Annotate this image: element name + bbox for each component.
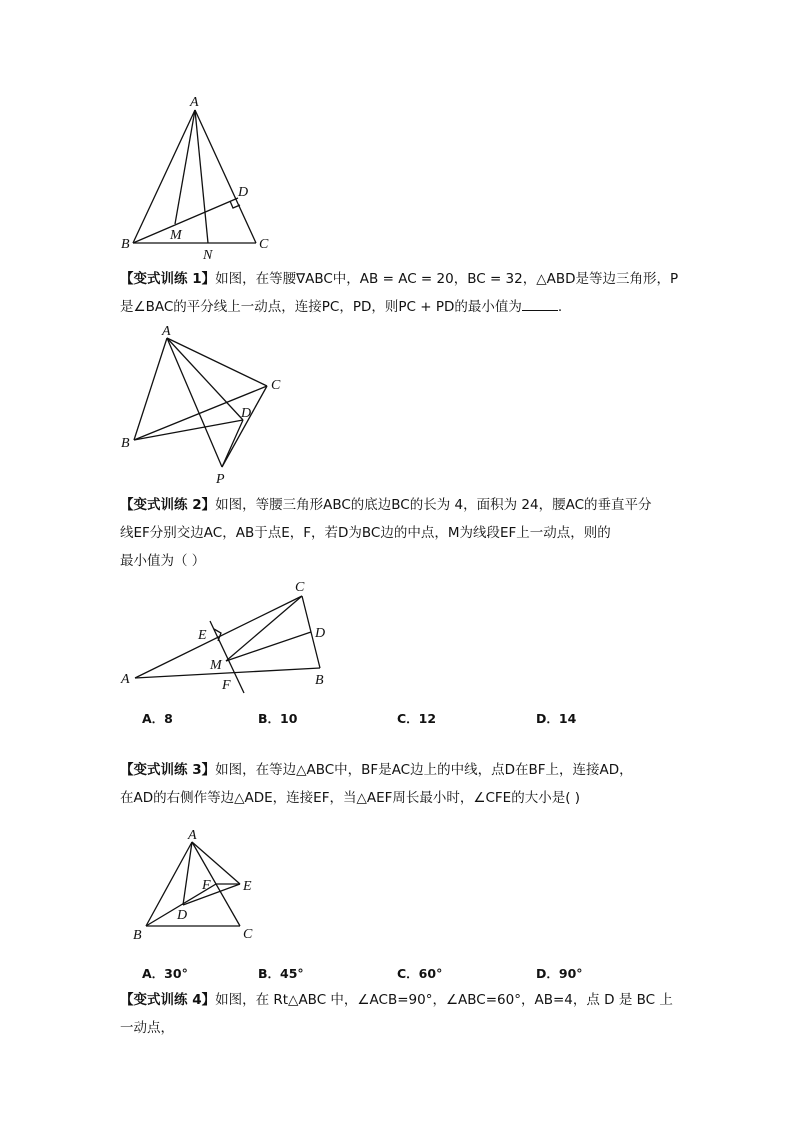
problem-3: [120, 756, 680, 812]
problem-3-line-1: [120, 756, 680, 784]
label-d: D: [238, 185, 249, 200]
label-e: E: [243, 879, 252, 894]
label-a: A: [162, 324, 171, 339]
problem-1-text-3: .: [557, 299, 563, 315]
label-n: N: [203, 248, 213, 263]
problem-1-line-1: [120, 265, 680, 293]
segment-ac: [167, 338, 267, 386]
figure-2-quadrilateral: [0, 320, 794, 490]
label-c: C: [295, 580, 305, 595]
problem-3-text-1: 如图，在等边△ABC中，BF是AC边上的中线，点D在BF上，连接AD，: [215, 762, 633, 778]
segment-ac: [195, 110, 256, 243]
problem-2-tag: 【变式训练 2】: [120, 497, 216, 513]
problem-2-text-1: 如图，等腰三角形ABC的底边BC的长为 4，面积为 24，腰AC的垂直平分: [215, 497, 652, 513]
segment-ad: [167, 338, 243, 420]
label-p: P: [216, 472, 225, 487]
option-b[interactable]: B．10: [258, 711, 298, 726]
problem-2: [120, 491, 680, 575]
segment-md: [226, 632, 311, 661]
label-e: E: [198, 628, 207, 643]
label-d: D: [315, 626, 326, 641]
figure-4-equilateral-triangle: [0, 825, 794, 945]
label-b: B: [121, 436, 130, 451]
label-a: A: [188, 828, 197, 843]
label-a: A: [190, 95, 199, 110]
problem-3-tag: 【变式训练 3】: [120, 762, 216, 778]
label-c: C: [259, 237, 269, 252]
option-d[interactable]: D．14: [536, 711, 577, 726]
problem-1-line-2: [120, 293, 680, 321]
label-d: D: [177, 908, 188, 923]
label-f: F: [222, 678, 231, 693]
problem-4-text-1: 如图，在 Rt△ABC 中，∠ACB=90°，∠ABC=60°，AB=4，点 D 是 BC 上一动点，: [120, 992, 673, 1036]
label-m: M: [210, 658, 222, 673]
label-b: B: [121, 237, 130, 252]
segment-cp: [222, 386, 267, 467]
segment-cm: [226, 596, 302, 661]
option-b[interactable]: B．45°: [258, 966, 304, 981]
problem-4-line-1: [120, 986, 680, 1042]
option-c[interactable]: C．60°: [397, 966, 443, 981]
segment-am: [175, 110, 195, 224]
problem-2-line-2: 线EF分别交边AC，AB于点E，F，若D为BC边的中点，M为线段EF上一动点，则的: [120, 525, 611, 541]
figure-1-triangle-abc: [0, 0, 794, 263]
problem-1-text-2: 是∠BAC的平分线上一动点，连接PC，PD，则PC + PD的最小值为: [120, 299, 522, 315]
segment-ae: [192, 842, 240, 884]
segment-an: [195, 110, 208, 243]
figure-3-triangle-abc: [0, 575, 794, 695]
option-a[interactable]: A．30°: [142, 966, 188, 981]
label-c: C: [243, 927, 253, 942]
problem-2-line-1: [120, 491, 680, 519]
problem-4-tag: 【变式训练 4】: [120, 992, 216, 1008]
label-m: M: [170, 228, 182, 243]
label-c: C: [271, 378, 281, 393]
problem-1-tag: 【变式训练 1】: [120, 271, 216, 287]
segment-ab: [135, 668, 320, 678]
problem-4: [120, 986, 680, 1042]
segment-ap: [167, 338, 222, 467]
problem-2-line-3: 最小值为（ ）: [120, 553, 206, 569]
label-d: D: [241, 406, 252, 421]
label-f: F: [202, 878, 211, 893]
segment-ab: [133, 110, 195, 243]
problem-1-text-1: 如图，在等腰∇ABC中，AB = AC = 20，BC = 32，△ABD是等边三角形，P: [215, 271, 679, 287]
problem-3-line-2: 在AD的右侧作等边△ADE，连接EF，当△AEF周长最小时，∠CFE的大小是( ): [120, 790, 581, 806]
segment-ab: [134, 338, 167, 440]
segment-dp: [222, 420, 243, 467]
label-b: B: [133, 928, 142, 943]
segment-bd: [133, 198, 238, 243]
label-a: A: [121, 672, 130, 687]
option-c[interactable]: C．12: [397, 711, 437, 726]
segment-bd: [134, 420, 243, 440]
problem-1: [120, 265, 680, 321]
option-a[interactable]: A．8: [142, 711, 173, 726]
label-b: B: [315, 673, 324, 688]
option-d[interactable]: D．90°: [536, 966, 583, 981]
answer-blank[interactable]: [522, 296, 558, 311]
